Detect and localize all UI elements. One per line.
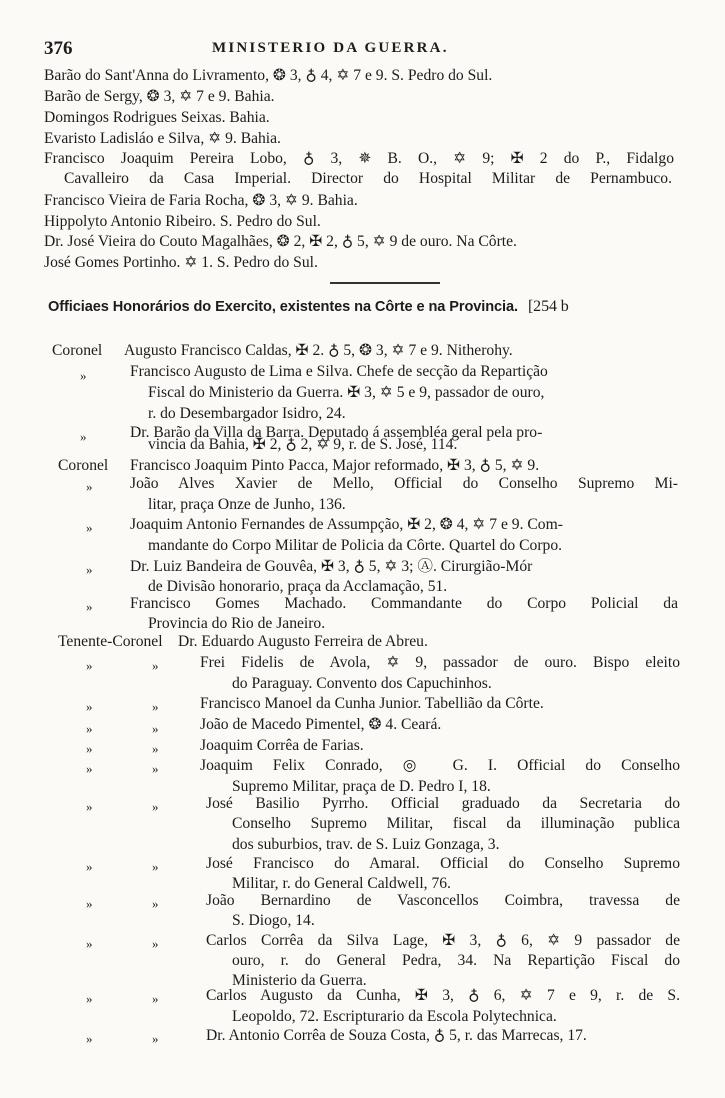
text-line: Frei Fidelis de Avola, ✡ 9, passador de ouro. Bispo eleito: [200, 654, 680, 671]
text-line: de Divisão honorario, praça da Acclamação, 51.: [148, 578, 448, 595]
text-line: litar, praça Onze de Junho, 136.: [148, 496, 346, 513]
ditto-mark: »: [80, 368, 87, 383]
text-line: Dr. Barão da Villa da Barra. Deputado á assembléa geral pela pro-: [130, 424, 543, 441]
text-line: Joaquim Felix Conrado, ◎ G. I. Official do Conselho: [200, 757, 680, 774]
ditto-mark: »: [86, 936, 93, 951]
text-line: Joaquim Antonio Fernandes de Assumpção, ✠ 2, ❂ 4, ✡ 7 e 9. Com-: [130, 516, 563, 533]
text-line: Carlos Corrêa da Silva Lage, ✠ 3, ♁ 6, ✡ 9 passador de: [206, 932, 680, 949]
ditto-mark: »: [152, 741, 159, 756]
ditto-mark: »: [86, 741, 93, 756]
text-line: Militar, r. do General Caldwell, 76.: [232, 875, 451, 892]
text-line: S. Diogo, 14.: [232, 912, 315, 929]
ditto-mark: »: [152, 761, 159, 776]
text-line: Francisco Augusto de Lima e Silva. Chefe de secção da Repartição: [130, 363, 548, 380]
text-line: Domingos Rodrigues Seixas. Bahia.: [44, 109, 270, 126]
rank-label: Tenente-Coronel: [58, 633, 163, 650]
text-line: Francisco Joaquim Pereira Lobo, ♁ 3, ✵ B. O., ✡ 9; ✠ 2 do P., Fidalgo: [44, 150, 674, 167]
text-line: Carlos Augusto da Cunha, ✠ 3, ♁ 6, ✡ 7 e 9, r. de S.: [206, 987, 680, 1004]
text-line: José Gomes Portinho. ✡ 1. S. Pedro do Sul.: [44, 254, 318, 271]
text-line: Provincia do Rio de Janeiro.: [148, 615, 326, 632]
ditto-mark: »: [152, 1031, 159, 1046]
ditto-mark: »: [86, 761, 93, 776]
text-line: Conselho Supremo Militar, fiscal da illuminação publica: [232, 815, 680, 832]
ditto-mark: »: [152, 991, 159, 1006]
text-line: Francisco Vieira de Faria Rocha, ❂ 3, ✡ 9. Bahia.: [44, 192, 358, 209]
rank-label: Coronel: [52, 342, 103, 359]
ditto-mark: »: [152, 936, 159, 951]
text-line: r. do Desembargador Isidro, 24.: [148, 405, 346, 422]
page-header: [44, 30, 684, 59]
ditto-mark: »: [80, 429, 87, 444]
text-line: Francisco Gomes Machado. Commandante do Corpo Policial da: [130, 595, 678, 612]
ditto-mark: »: [152, 721, 159, 736]
ditto-mark: »: [86, 479, 93, 494]
text-line: ouro, r. do General Pedra, 34. Na Repartição Fiscal do: [232, 952, 680, 969]
ditto-mark: »: [86, 520, 93, 535]
text-line: Francisco Manoel da Cunha Junior. Tabellião da Côrte.: [200, 695, 544, 712]
ditto-mark: »: [86, 1031, 93, 1046]
text-line: dos suburbios, trav. de S. Luiz Gonzaga, 3.: [232, 836, 500, 853]
ditto-mark: »: [86, 658, 93, 673]
text-line: mandante do Corpo Militar de Policia da Côrte. Quartel do Corpo.: [148, 537, 563, 554]
text-line: João de Macedo Pimentel, ❂ 4. Ceará.: [200, 716, 442, 733]
ditto-mark: »: [86, 699, 93, 714]
text-line: Evaristo Ladisláo e Silva, ✡ 9. Bahia.: [44, 130, 281, 147]
text-line: Leopoldo, 72. Escripturario da Escola Polytechnica.: [232, 1008, 557, 1025]
text-line: José Basilio Pyrrho. Official graduado da Secretaria do: [206, 795, 680, 812]
section-divider: [330, 282, 440, 284]
rank-label: Coronel: [58, 457, 109, 474]
text-line: vincia da Bahia, ✠ 2, ♁ 2, ✡ 9, r. de S. José, 114.: [148, 436, 458, 453]
text-line: João Alves Xavier de Mello, Official do Conselho Supremo Mi-: [130, 475, 678, 492]
text-line: Dr. Luiz Bandeira de Gouvêa, ✠ 3, ♁ 5, ✡ 3; Ⓐ. Cirurgião-Mór: [130, 558, 533, 575]
ditto-mark: »: [152, 799, 159, 814]
text-line: Supremo Militar, praça de D. Pedro I, 18.: [232, 778, 491, 795]
ditto-mark: »: [152, 658, 159, 673]
page-number: 376: [44, 38, 73, 59]
text-line: Hippolyto Antonio Ribeiro. S. Pedro do Sul.: [44, 213, 321, 230]
text-line: Barão de Sergy, ❂ 3, ✡ 7 e 9. Bahia.: [44, 88, 275, 105]
section-reference: [254 b: [527, 298, 569, 315]
ditto-mark: »: [86, 896, 93, 911]
running-title: MINISTERIO DA GUERRA.: [212, 40, 449, 56]
text-line: Augusto Francisco Caldas, ✠ 2. ♁ 5, ❂ 3, ✡ 7 e 9. Nitherohy.: [124, 342, 513, 359]
ditto-mark: »: [86, 721, 93, 736]
ditto-mark: »: [86, 991, 93, 1006]
ditto-mark: »: [86, 799, 93, 814]
ditto-mark: »: [86, 859, 93, 874]
text-line: Barão do Sant'Anna do Livramento, ❂ 3, ♁ 4, ✡ 7 e 9. S. Pedro do Sul.: [44, 67, 493, 84]
text-line: Dr. Eduardo Augusto Ferreira de Abreu.: [178, 633, 428, 650]
text-line: João Bernardino de Vasconcellos Coimbra, travessa de: [206, 892, 680, 909]
text-line: Cavalleiro da Casa Imperial. Director do Hospital Militar de Pernambuco.: [64, 170, 672, 187]
text-line: Ministerio da Guerra.: [232, 972, 367, 989]
text-line: Joaquim Corrêa de Farias.: [200, 737, 364, 754]
text-line: Fiscal do Ministerio da Guerra. ✠ 3, ✡ 5 e 9, passador de ouro,: [148, 384, 545, 401]
text-line: Dr. José Vieira do Couto Magalhães, ❂ 2, ✠ 2, ♁ 5, ✡ 9 de ouro. Na Côrte.: [44, 233, 517, 250]
ditto-mark: »: [86, 599, 93, 614]
ditto-mark: »: [152, 699, 159, 714]
text-line: do Paraguay. Convento dos Capuchinhos.: [232, 675, 492, 692]
ditto-mark: »: [86, 562, 93, 577]
text-line: Dr. Antonio Corrêa de Souza Costa, ♁ 5, r. das Marrecas, 17.: [206, 1027, 587, 1044]
section-title: [48, 296, 670, 319]
text-line: Francisco Joaquim Pinto Pacca, Major reformado, ✠ 3, ♁ 5, ✡ 9.: [130, 457, 540, 474]
ditto-mark: »: [152, 896, 159, 911]
section-heading: Officiaes Honorários do Exercito, existentes na Côrte e na Provincia.: [48, 299, 518, 315]
text-line: José Francisco do Amaral. Official do Conselho Supremo: [206, 855, 680, 872]
ditto-mark: »: [152, 859, 159, 874]
